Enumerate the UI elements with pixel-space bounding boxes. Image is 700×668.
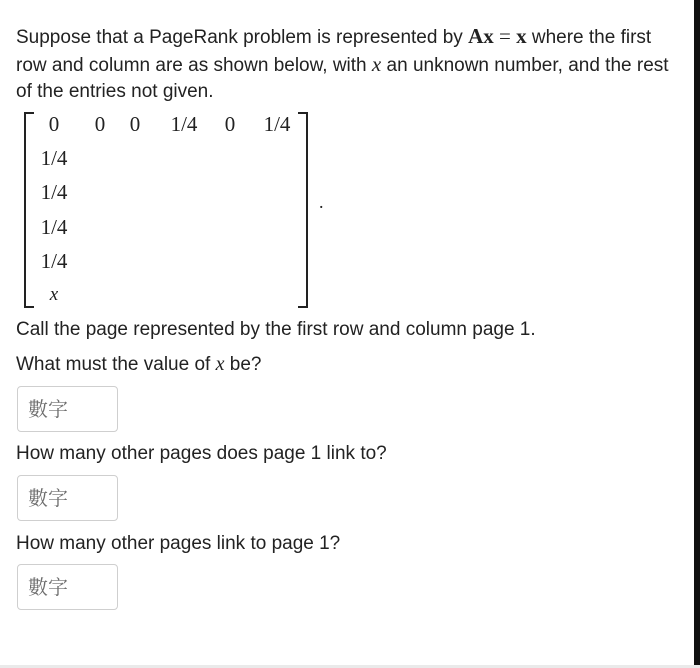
matrix-cell-r3c1: 1/4: [40, 180, 68, 204]
question-3-text: How many other pages link to page 1?: [16, 533, 341, 554]
intro-line-1: Suppose that a PageRank problem is represented by Ax = x where the first: [16, 24, 652, 48]
statement-page-1: Call the page represented by the first row and column page 1.: [16, 319, 536, 340]
matrix-cell-r2c1: 1/4: [40, 146, 68, 170]
matrix-cell-r4c1: 1/4: [40, 215, 68, 239]
matrix-right-bracket: [298, 112, 308, 308]
matrix-period: .: [319, 192, 324, 212]
intro-line-2: row and column are as shown below, with x an unknown number, and the rest: [16, 52, 669, 76]
matrix-cell-r1c5: 0: [224, 112, 236, 136]
intro-line-3: of the entries not given.: [16, 81, 214, 102]
matrix-cell-r1c1: 0: [48, 112, 60, 136]
matrix-cell-r6c1: x: [49, 284, 59, 305]
matrix-cell-r1c6: 1/4: [263, 112, 291, 136]
matrix-cell-r1c2: 0: [94, 112, 106, 136]
equation: Ax = x: [468, 24, 527, 48]
matrix-cell-r1c4: 1/4: [170, 112, 198, 136]
answer-input-outlinks[interactable]: [17, 475, 118, 521]
answer-input-inlinks[interactable]: [17, 564, 118, 610]
matrix-left-bracket: [24, 112, 34, 308]
problem-intro: [16, 22, 696, 106]
variable-x: x: [371, 52, 382, 76]
matrix-cell-r5c1: 1/4: [40, 249, 68, 273]
question-1-variable: x: [215, 353, 225, 375]
question-2-text: How many other pages does page 1 link to?: [16, 443, 387, 464]
question-1-text: What must the value of x be?: [16, 353, 262, 375]
pagerank-matrix: [24, 112, 324, 308]
answer-input-x-value[interactable]: [17, 386, 118, 432]
matrix-cell-r1c3: 0: [129, 112, 141, 136]
